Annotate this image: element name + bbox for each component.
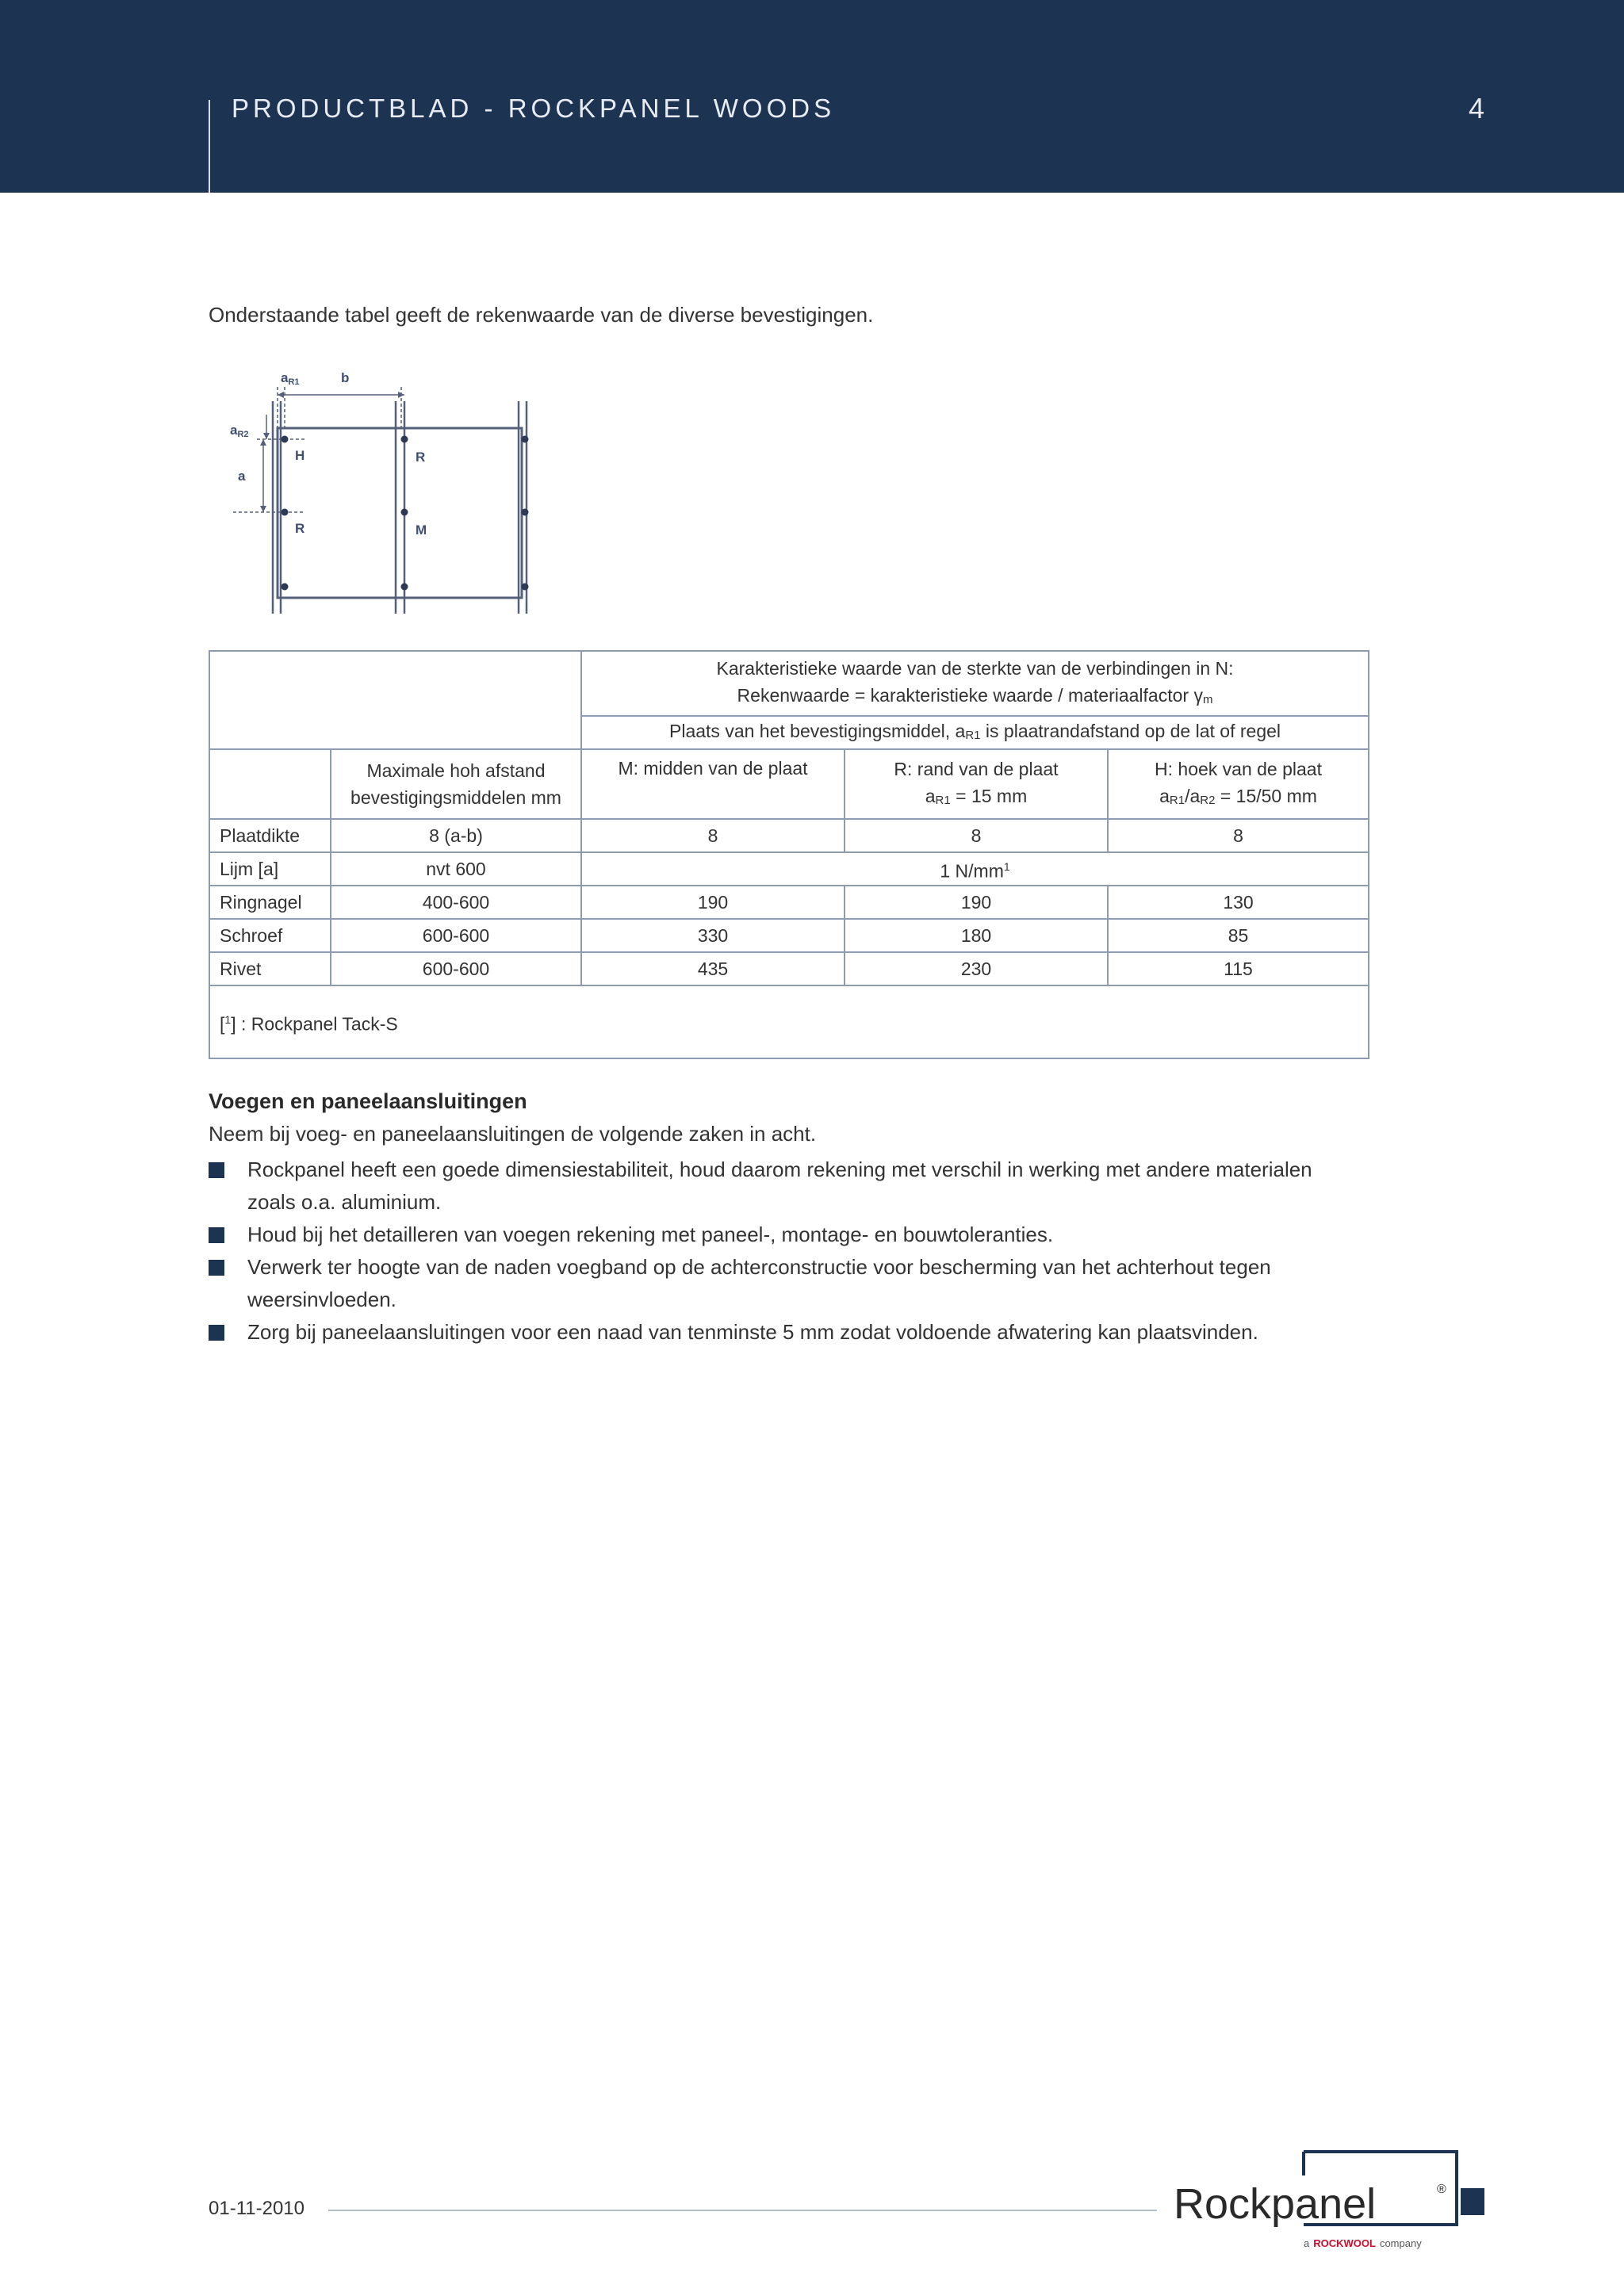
cell-max: 600-600 (331, 952, 581, 985)
label-ar2: aR2 (230, 423, 249, 439)
cell-m: 190 (581, 886, 845, 919)
logo-wordmark: Rockpanel (1174, 2180, 1377, 2228)
list-item: Houd bij het detailleren van voegen rekening met paneel-, montage- en bouwtoleranties. (209, 1219, 1358, 1251)
intro-text: Onderstaande tabel geeft de rekenwaarde van de diverse bevestigingen. (209, 303, 874, 327)
bullet-square-icon (209, 1227, 224, 1243)
footer-date: 01-11-2010 (209, 2198, 304, 2219)
cell-r: 230 (845, 952, 1108, 985)
cell-r: 8 (845, 819, 1108, 852)
cell-h: 115 (1108, 952, 1369, 985)
row-label: Plaatdikte (209, 819, 331, 852)
row-label: Schroef (209, 919, 331, 952)
document-title: PRODUCTBLAD - ROCKPANEL WOODS (232, 94, 836, 123)
fastening-strength-table (209, 650, 1369, 1059)
table-row (209, 852, 1369, 886)
fastening-diagram (225, 363, 558, 618)
label-a: a (238, 469, 246, 484)
table-column-header-row (209, 749, 1369, 819)
table-row (209, 819, 1369, 852)
table-header-placement: Plaats van het bevestigingsmiddel, aR1 is plaatrandafstand op de lat of regel (581, 716, 1369, 749)
cell-r: 190 (845, 886, 1108, 919)
col-header-m: M: midden van de plaat (581, 749, 845, 819)
row-label: Rivet (209, 952, 331, 985)
point-label-r-left: R (295, 521, 305, 536)
bullet-square-icon (209, 1260, 224, 1276)
bullet-list (209, 1154, 1358, 1349)
cell-m: 8 (581, 819, 845, 852)
logo-registered: ® (1437, 2183, 1446, 2196)
list-item: Verwerk ter hoogte van de naden voegband op de achterconstructie voor bescherming van het achterhout tegen weersinvloeden. (209, 1251, 1358, 1316)
table-header-characteristic (581, 651, 1369, 716)
header-divider (209, 100, 210, 193)
cell-h: 8 (1108, 819, 1369, 852)
cell-h: 130 (1108, 886, 1369, 919)
header-band (0, 0, 1624, 193)
row-label: Lijm [a] (209, 852, 331, 886)
col-header-h: H: hoek van de plaat aR1/aR2 = 15/50 mm (1108, 749, 1369, 819)
col-header-r: R: rand van de plaat aR1 = 15 mm (845, 749, 1108, 819)
table-row (209, 886, 1369, 919)
logo-tagline: a ROCKWOOL company (1304, 2237, 1422, 2249)
cell-max: 8 (a-b) (331, 819, 581, 852)
section-title: Voegen en paneelaansluitingen (209, 1089, 527, 1113)
row-label: Ringnagel (209, 886, 331, 919)
point-label-m: M (416, 522, 427, 538)
page-number: 4 (1468, 92, 1484, 124)
list-item: Zorg bij paneelaansluitingen voor een naad van tenminste 5 mm zodat voldoende afwatering kan plaatsvinden. (209, 1316, 1358, 1349)
cell-h: 85 (1108, 919, 1369, 952)
section-intro: Neem bij voeg- en paneelaansluitingen de volgende zaken in acht. (209, 1122, 817, 1146)
cell-r: 180 (845, 919, 1108, 952)
header-line-1: Karakteristieke waarde van de sterkte van de verbindingen in N: (716, 658, 1234, 679)
table-row (209, 952, 1369, 985)
bullet-square-icon (209, 1325, 224, 1341)
table-header-row (209, 651, 1369, 716)
point-label-r-top: R (416, 450, 426, 465)
list-item: Rockpanel heeft een goede dimensiestabiliteit, houd daarom rekening met verschil in werking met andere materialen zoals o.a. aluminium. (209, 1154, 1358, 1219)
cell-max: 600-600 (331, 919, 581, 952)
table-footnote: [$^1$] : Rockpanel Tack-S (209, 985, 1369, 1058)
rockpanel-logo (1166, 2145, 1491, 2264)
cell-m: 435 (581, 952, 845, 985)
cell-max: 400-600 (331, 886, 581, 919)
header-line-2: Rekenwaarde = karakteristieke waarde / materiaalfactor γm (737, 685, 1213, 706)
table-footnote-row (209, 985, 1369, 1058)
bullet-square-icon (209, 1162, 224, 1178)
table-row (209, 919, 1369, 952)
table-empty-corner (209, 651, 581, 749)
table-empty-label-cell (209, 749, 331, 819)
cell-merged: 1 $N/mm^1$ (581, 852, 1369, 886)
point-label-h: H (295, 448, 305, 463)
label-ar1: aR1 (281, 370, 300, 387)
cell-max: nvt 600 (331, 852, 581, 886)
col-header-max-distance: Maximale hoh afstand bevestigingsmiddelen mm (331, 749, 581, 819)
label-b: b (341, 370, 350, 385)
cell-m: 330 (581, 919, 845, 952)
footer-divider (328, 2210, 1157, 2211)
